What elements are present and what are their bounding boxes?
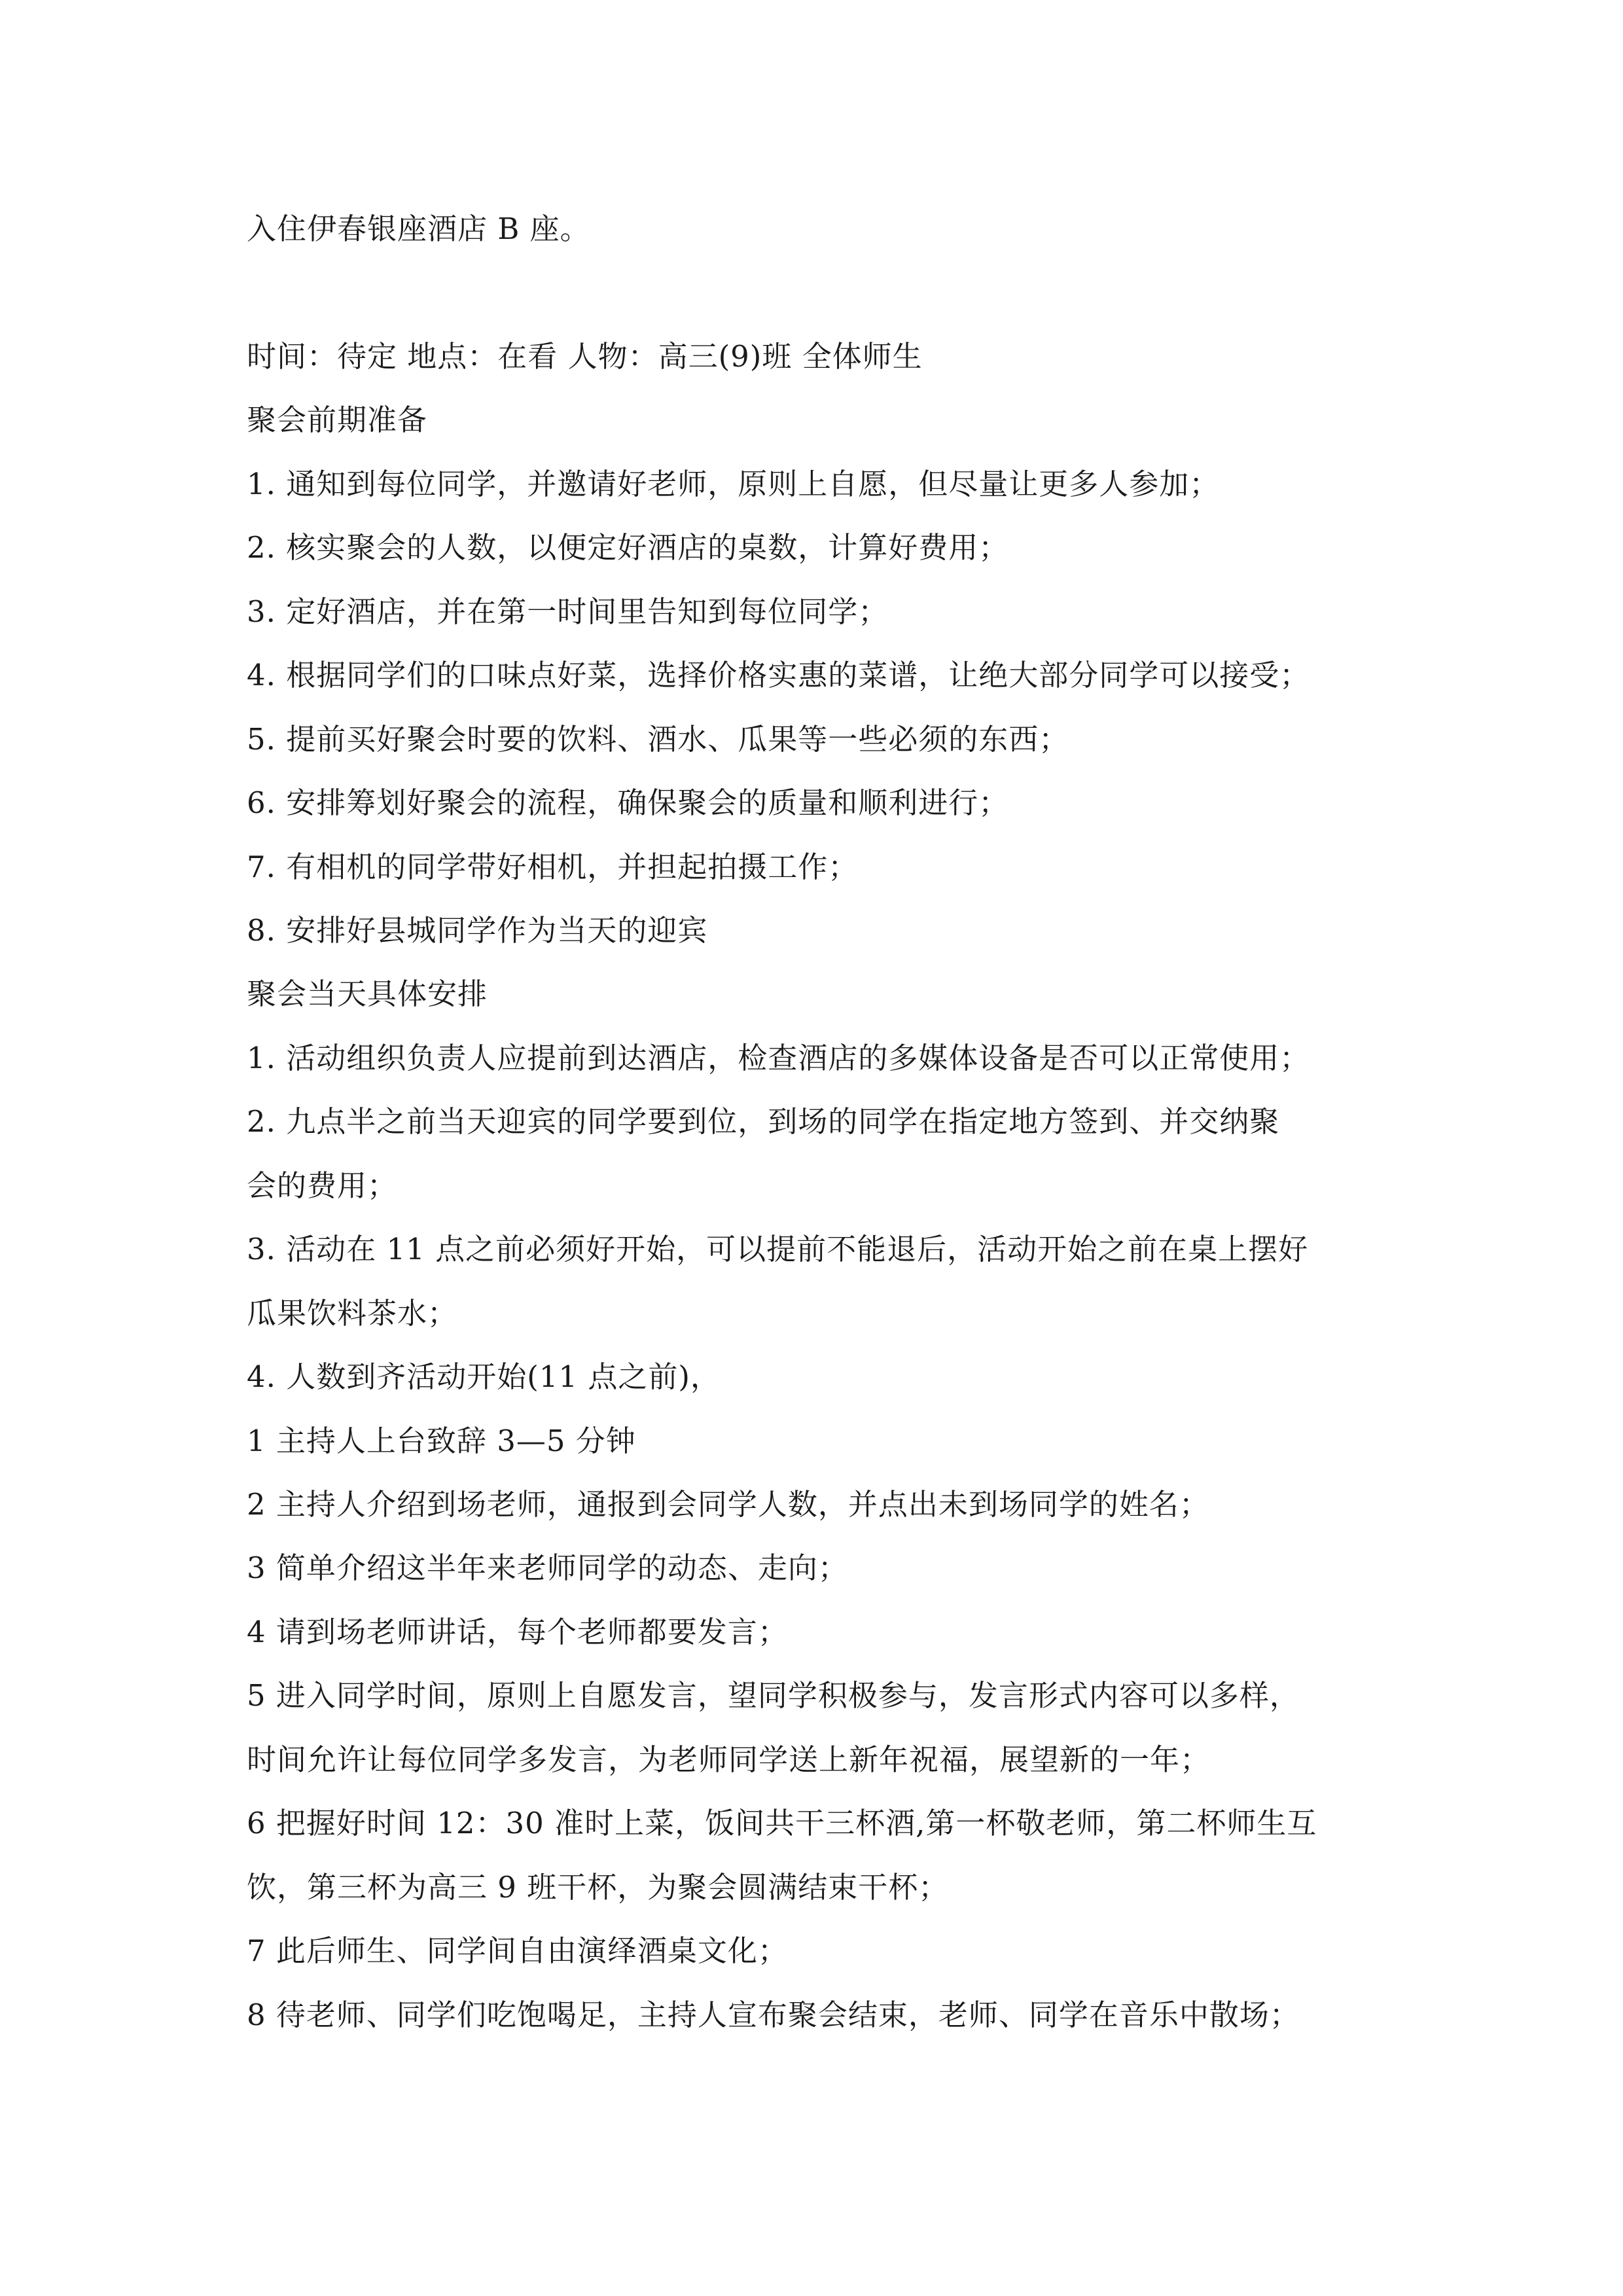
section-heading-preparation: 聚会前期准备 bbox=[247, 403, 428, 437]
agenda-item-4: 4 请到场老师讲话，每个老师都要发言； bbox=[247, 1615, 788, 1649]
prep-item-3: 3. 定好酒店，并在第一时间里告知到每位同学； bbox=[247, 594, 889, 629]
prep-item-1: 1. 通知到每位同学，并邀请好老师，原则上自愿，但尽量让更多人参加； bbox=[247, 467, 1220, 501]
agenda-item-6-cont: 饮，第三杯为高三 9 班干杯，为聚会圆满结束干杯； bbox=[247, 1870, 949, 1905]
agenda-item-7: 7 此后师生、同学间自由演绎酒桌文化； bbox=[247, 1933, 788, 1968]
day-item-1: 1. 活动组织负责人应提前到达酒店，检查酒店的多媒体设备是否可以正常使用； bbox=[247, 1041, 1310, 1075]
day-item-4: 4. 人数到齐活动开始(11 点之前)， bbox=[247, 1359, 721, 1394]
agenda-item-2: 2 主持人介绍到场老师，通报到会同学人数，并点出未到场同学的姓名； bbox=[247, 1487, 1209, 1522]
agenda-item-3: 3 简单介绍这半年来老师同学的动态、走向； bbox=[247, 1551, 848, 1585]
prep-item-4: 4. 根据同学们的口味点好菜，选择价格实惠的菜谱，让绝大部分同学可以接受； bbox=[247, 658, 1310, 692]
prep-item-7: 7. 有相机的同学带好相机，并担起拍摄工作； bbox=[247, 850, 859, 884]
day-item-2: 2. 九点半之前当天迎宾的同学要到位，到场的同学在指定地方签到、并交纳聚 bbox=[247, 1104, 1280, 1139]
prep-item-8: 8. 安排好县城同学作为当天的迎宾 bbox=[247, 913, 708, 948]
agenda-item-1: 1 主持人上台致辞 3—5 分钟 bbox=[247, 1424, 636, 1458]
section-heading-day-schedule: 聚会当天具体安排 bbox=[247, 977, 488, 1011]
text-line-time-place-people: 时间：待定 地点：在看 人物：高三(9)班 全体师生 bbox=[247, 339, 923, 374]
day-item-3-cont: 瓜果饮料茶水； bbox=[247, 1296, 458, 1331]
prep-item-6: 6. 安排筹划好聚会的流程，确保聚会的质量和顺利进行； bbox=[247, 785, 1009, 820]
day-item-3: 3. 活动在 11 点之前必须好开始，可以提前不能退后，活动开始之前在桌上摆好 bbox=[247, 1232, 1309, 1266]
agenda-item-5-cont: 时间允许让每位同学多发言，为老师同学送上新年祝福，展望新的一年； bbox=[247, 1742, 1211, 1777]
agenda-item-8: 8 待老师、同学们吃饱喝足，主持人宣布聚会结束，老师、同学在音乐中散场； bbox=[247, 1998, 1300, 2032]
day-item-2-cont: 会的费用； bbox=[247, 1168, 398, 1203]
agenda-item-6: 6 把握好时间 12：30 准时上菜，饭间共干三杯酒,第一杯敬老师，第二杯师生互 bbox=[247, 1806, 1317, 1840]
text-line-hotel: 入住伊春银座酒店 B 座。 bbox=[247, 211, 590, 246]
agenda-item-5: 5 进入同学时间，原则上自愿发言，望同学积极参与，发言形式内容可以多样， bbox=[247, 1678, 1300, 1713]
prep-item-2: 2. 核实聚会的人数，以便定好酒店的桌数，计算好费用； bbox=[247, 530, 1009, 565]
prep-item-5: 5. 提前买好聚会时要的饮料、酒水、瓜果等一些必须的东西； bbox=[247, 722, 1069, 757]
